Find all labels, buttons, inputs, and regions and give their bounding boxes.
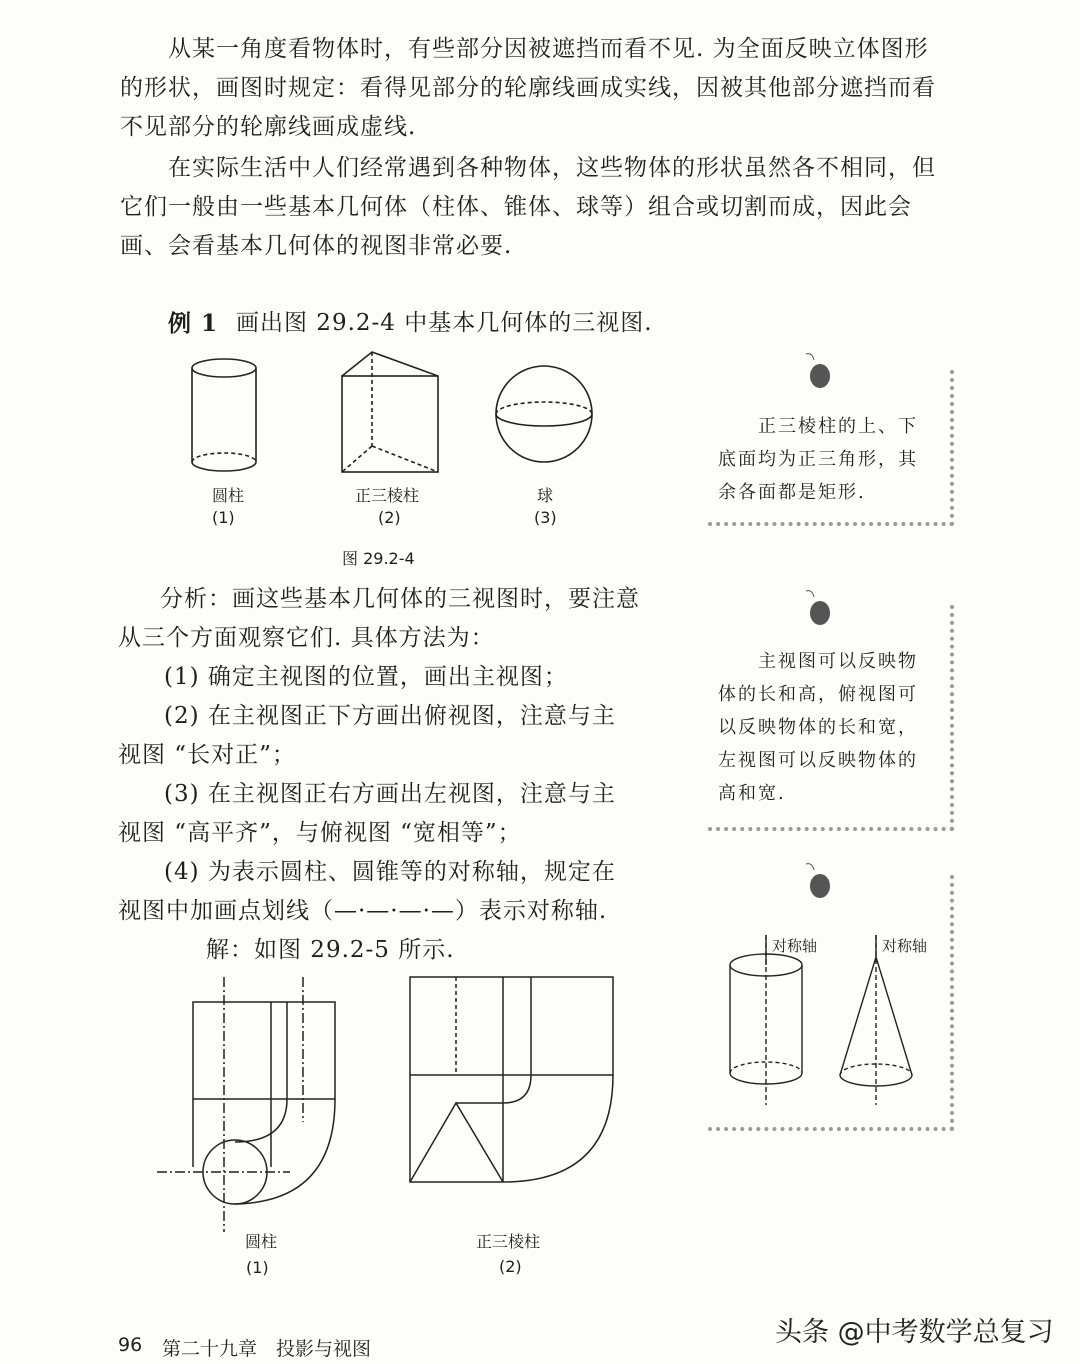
paragraph-1-line-1: 从某一角度看物体时，有些部分因被遮挡而看不见. 为全面反映立体图形 (120, 36, 929, 62)
figure-5-item-1-num: (1) (246, 1258, 269, 1277)
figure-5-item-2-num: (2) (499, 1257, 522, 1276)
side-note-2-line-3: 以反映物体的长和宽， (718, 717, 918, 738)
axis-label-cone: 对称轴 (882, 937, 928, 955)
side-note-2-line-2: 体的长和高，俯视图可 (718, 684, 918, 705)
figure-4-item-3-num: (3) (534, 508, 557, 527)
side-note-2-line-4: 左视图可以反映物体的 (718, 750, 918, 771)
figure-5-item-1-name: 圆柱 (245, 1232, 278, 1251)
analysis-line-7: 视图 “高平齐”，与俯视图 “宽相等”； (118, 820, 522, 846)
figure-29-2-4-drawings (180, 348, 780, 488)
figure-4-item-3-name: 球 (537, 486, 554, 505)
mouse-icon (800, 860, 840, 900)
paragraph-2-line-3: 画、会看基本几何体的视图非常必要. (120, 233, 513, 259)
side-note-1-line-3: 余各面都是矩形. (718, 482, 866, 503)
cylinder-cone-axis-drawing (720, 935, 960, 1115)
chapter-title: 第二十九章 投影与视图 (162, 1338, 372, 1360)
figure-4-item-2-name: 正三棱柱 (355, 486, 420, 505)
side-note-2-line-5: 高和宽. (718, 783, 786, 804)
paragraph-1-line-3: 不见部分的轮廓线画成虚线. (120, 114, 417, 140)
mouse-icon (800, 587, 840, 627)
side-note-1-line-2: 底面均为正三角形，其 (718, 449, 918, 470)
analysis-line-3: (1) 确定主视图的位置，画出主视图； (140, 664, 568, 690)
figure-29-2-5-drawings (150, 972, 630, 1242)
analysis-line-8: (4) 为表示圆柱、圆锥等的对称轴，规定在 (140, 859, 616, 885)
mouse-icon (800, 350, 840, 390)
example-text: 画出图 29.2-4 中基本几何体的三视图. (236, 310, 653, 336)
figure-5-item-2-name: 正三棱柱 (476, 1232, 541, 1251)
analysis-line-9: 视图中加画点划线（—·—·—·—）表示对称轴. (118, 898, 608, 924)
analysis-line-2: 从三个方面观察它们. 具体方法为： (118, 625, 495, 651)
analysis-line-1: 分析：画这些基本几何体的三视图时，要注意 (160, 586, 640, 612)
figure-4-caption: 图 29.2-4 (342, 549, 415, 568)
analysis-line-4: (2) 在主视图正下方画出俯视图，注意与主 (140, 703, 616, 729)
paragraph-1-line-2: 的形状，画图时规定：看得见部分的轮廓线画成实线，因被其他部分遮挡而看 (120, 75, 936, 101)
analysis-line-6: (3) 在主视图正右方画出左视图，注意与主 (140, 781, 616, 807)
axis-label-cylinder: 对称轴 (772, 937, 818, 955)
side-note-1-line-1: 正三棱柱的上、下 (718, 416, 918, 437)
paragraph-2-line-1: 在实际生活中人们经常遇到各种物体，这些物体的形状虽然各不相同，但 (120, 155, 936, 181)
solution-text: 解：如图 29.2-5 所示. (206, 937, 455, 963)
paragraph-2-line-2: 它们一般由一些基本几何体（柱体、锥体、球等）组合或切割而成，因此会 (120, 194, 912, 220)
analysis-line-5: 视图 “长对正”； (118, 742, 296, 768)
page-number: 96 (118, 1334, 143, 1356)
figure-4-item-1-name: 圆柱 (212, 486, 245, 505)
side-note-2-line-1: 主视图可以反映物 (718, 651, 918, 672)
figure-4-item-2-num: (2) (378, 508, 401, 527)
example-label: 例 1 (168, 310, 219, 337)
watermark: 头条 @中考数学总复习 (775, 1317, 1054, 1348)
figure-4-item-1-num: (1) (212, 508, 235, 527)
